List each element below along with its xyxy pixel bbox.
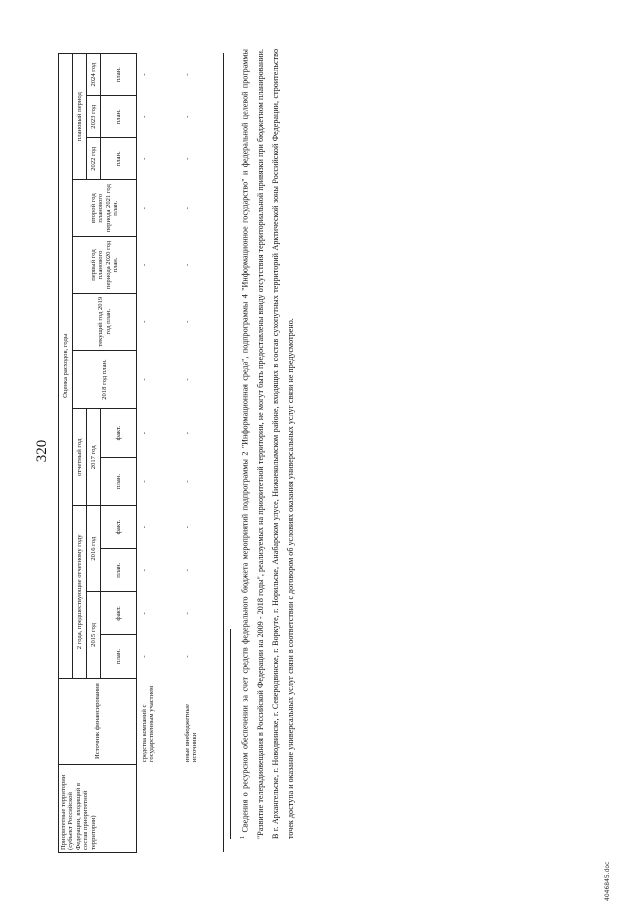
cell: -	[141, 320, 148, 323]
header-territory: Приоритетные территории (субъект Российской Федерации, входящий в состав приоритетной территории)	[59, 764, 137, 852]
cell: -	[180, 293, 224, 350]
page-number: 320	[34, 439, 50, 463]
footnote-text: Сведения о ресурсном обеспечении за счет средств федерального бюджета мероприятий подпрограммы 2 "Информационная среда", подпрограммы 4 "Информационное государство" и федеральной целевой программы "Развитие телерадиовещания в Российской Федерации на 2009 - 2018 годы", реализуемых на приоритетной территории, не могут быть предоставлены ввиду отсутствия территориальной привязки при бюджетном планировании. В г. Архангельске, г. Новодвинске, г. Северодвинске, г. Воркуте, г. Норильске, Анабарском улусе, Нижнеколымском районе, входящих в состав сухопутных территорий Арктической зоны Российской Федерации, строительство точек доступа и оказание универсальных услуг связи в соответствии с договором об условиях оказания универсальных услуг связи не предусмотрено.	[240, 49, 296, 839]
cell: -	[180, 409, 224, 457]
cell: -	[141, 73, 148, 76]
cell: -	[180, 180, 224, 237]
header-year-2016: 2016 год	[87, 506, 101, 592]
document-id: 4046845.doc	[604, 861, 611, 901]
header-2021: второй год планового периода 2021 год план.	[73, 180, 137, 237]
cell: -	[141, 378, 148, 381]
header-2024-plan: план.	[101, 54, 137, 96]
header-2023-plan: план.	[101, 96, 137, 138]
header-planning-period: плановый период	[73, 54, 87, 180]
header-2018: 2018 год план.	[73, 350, 137, 409]
footnote-marker: 1	[240, 836, 246, 839]
row-label: средства компаний с государственным участием	[141, 685, 156, 763]
table-row	[137, 54, 181, 853]
cell: -	[180, 506, 224, 549]
cell: -	[180, 54, 224, 96]
header-year-2015: 2015 год	[87, 592, 101, 678]
footnote	[236, 49, 299, 839]
header-source: Источник финансирования	[59, 678, 137, 764]
row-label: иные внебюджетные источники	[180, 678, 224, 764]
cell: -	[141, 569, 148, 572]
cell: -	[141, 655, 148, 658]
cell: -	[141, 526, 148, 529]
cell: -	[141, 432, 148, 435]
cell: -	[180, 635, 224, 678]
header-estimate: Оценка расходов, годы	[59, 54, 73, 679]
cell: -	[180, 457, 224, 505]
cell: -	[180, 549, 224, 592]
cell: -	[180, 350, 224, 409]
header-2015-plan: план.	[101, 635, 137, 678]
cell: -	[180, 138, 224, 180]
header-2015-fact: факт.	[101, 592, 137, 635]
header-year-2017: 2017 год	[87, 409, 101, 506]
header-2016-plan: план.	[101, 549, 137, 592]
resource-table	[58, 53, 224, 853]
header-two-years-prior: 2 года, предшествующие отчетному году	[73, 506, 87, 678]
cell: -	[180, 96, 224, 138]
cell: -	[141, 263, 148, 267]
header-year-2024: 2024 год	[87, 54, 101, 96]
cell: -	[141, 157, 148, 160]
header-2022-plan: план.	[101, 138, 137, 180]
cell: -	[141, 612, 148, 615]
cell: -	[141, 115, 148, 118]
header-year-2023: 2023 год	[87, 96, 101, 138]
cell: -	[180, 592, 224, 635]
header-2016-fact: факт.	[101, 506, 137, 549]
cell: -	[180, 237, 224, 294]
cell: -	[141, 480, 148, 483]
header-reporting-year: отчетный год	[73, 409, 87, 506]
header-year-2022: 2022 год	[87, 138, 101, 180]
header-2017-fact: факт.	[101, 409, 137, 457]
header-2017-plan: план.	[101, 457, 137, 505]
header-2019: текущий год 2019 год план.	[73, 293, 137, 350]
footnote-divider	[230, 629, 231, 839]
header-2020: первый год планового периода 2020 год план.	[73, 237, 137, 294]
cell: -	[141, 207, 148, 210]
table-row	[180, 54, 224, 853]
